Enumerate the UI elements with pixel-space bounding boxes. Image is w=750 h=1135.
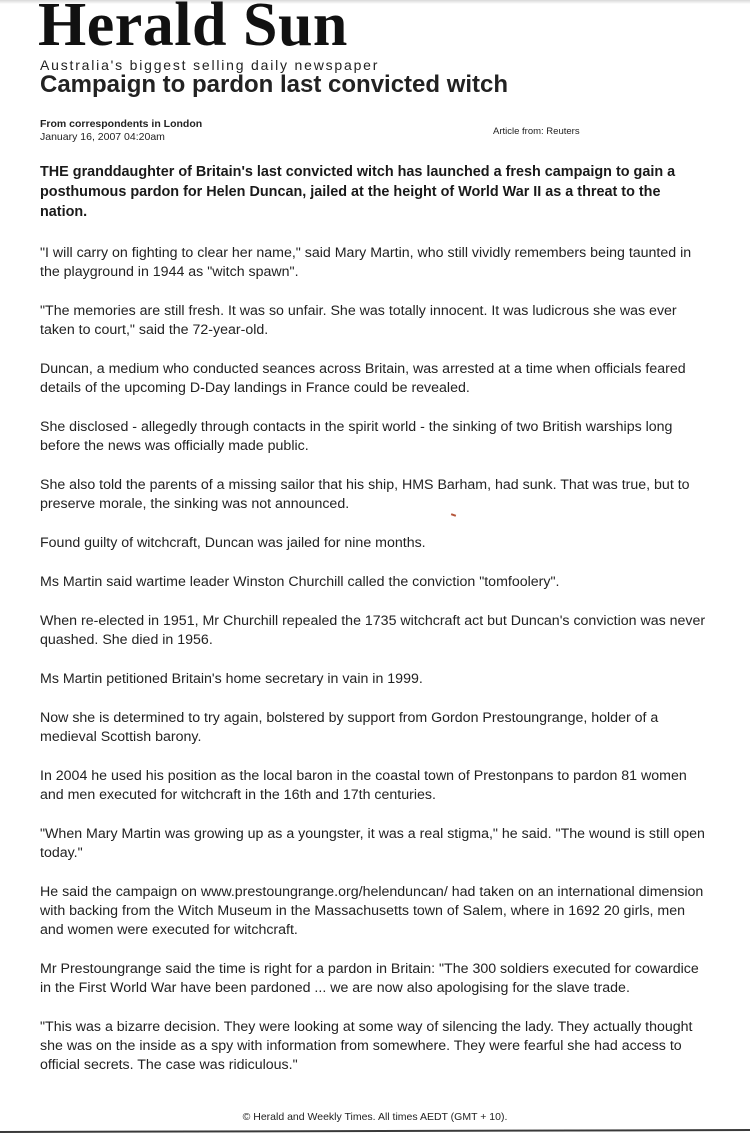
article-paragraph: In 2004 he used his position as the local baron in the coastal town of Prestonpans to pardon 81 women and men executed for witchcraft in the 16th and 17th centuries. — [40, 768, 687, 803]
article-paragraph: Found guilty of witchcraft, Duncan was jailed for nine months. — [40, 535, 426, 551]
scan-bottom-rule — [0, 1129, 750, 1133]
byline — [40, 118, 202, 144]
article-paragraph: Ms Martin said wartime leader Winston Churchill called the conviction "tomfoolery". — [40, 574, 560, 590]
article-paragraph: Ms Martin petitioned Britain's home secretary in vain in 1999. — [40, 671, 423, 687]
article-paragraph: "The memories are still fresh. It was so unfair. She was totally innocent. It was ludicrous she was ever taken to court," said the 72-year-old. — [40, 303, 677, 338]
masthead-tagline: Australia's biggest selling daily newspaper — [40, 57, 380, 73]
article-paragraph: She disclosed - allegedly through contacts in the spirit world - the sinking of two British warships long before the news was officially made public. — [40, 419, 673, 454]
article-paragraph: When re-elected in 1951, Mr Churchill repealed the 1735 witchcraft act but Duncan's conviction was never quashed. She died in 1956. — [40, 613, 706, 648]
article-headline: Campaign to pardon last convicted witch — [40, 71, 509, 98]
article-lead-paragraph: THE granddaughter of Britain's last convicted witch has launched a fresh campaign to gain a posthumous pardon for Helen Duncan, jailed at the height of World War II as a threat to the nation. — [40, 164, 676, 220]
byline-author: From correspondents in London — [40, 118, 203, 130]
article-paragraph: "I will carry on fighting to clear her name," said Mary Martin, who still vividly remembers being taunted in the playground in 1944 as "witch spawn". — [40, 245, 692, 280]
article-paragraph: Duncan, a medium who conducted seances across Britain, was arrested at a time when officials feared details of the upcoming D-Day landings in France could be revealed. — [40, 361, 686, 396]
article-paragraph: Now she is determined to try again, bolstered by support from Gordon Prestoungrange, holder of a medieval Scottish barony. — [40, 710, 659, 745]
article-body — [40, 162, 710, 1095]
masthead-logo: Herald Sun — [38, 0, 348, 59]
article-paragraph: "This was a bizarre decision. They were looking at some way of silencing the lady. They actually thought she was on the inside as a spy with information from somewhere. They were fearful she had access to official secrets. The case was ridiculous." — [40, 1019, 693, 1073]
article-paragraph: "When Mary Martin was growing up as a youngster, it was a real stigma," he said. "The wound is still open today." — [40, 826, 705, 861]
copyright-footer: © Herald and Weekly Times. All times AEDT (GMT + 10). — [242, 1111, 508, 1123]
article-source: Article from: Reuters — [493, 126, 580, 137]
article-paragraph: Mr Prestoungrange said the time is right for a pardon in Britain: "The 300 soldiers executed for cowardice in the First World War have been pardoned ... we are now also apologising for the slave trade. — [40, 961, 699, 996]
byline-date: January 16, 2007 04:20am — [40, 131, 165, 143]
article-paragraph: She also told the parents of a missing sailor that his ship, HMS Barham, had sunk. That was true, but to preserve morale, the sinking was not announced. — [40, 477, 690, 512]
article-paragraph: He said the campaign on www.prestoungrange.org/helenduncan/ had taken on an international dimension with backing from the Witch Museum in the Massachusetts town of Salem, where in 1692 20 girls, men and women were executed for witchcraft. — [40, 884, 704, 938]
